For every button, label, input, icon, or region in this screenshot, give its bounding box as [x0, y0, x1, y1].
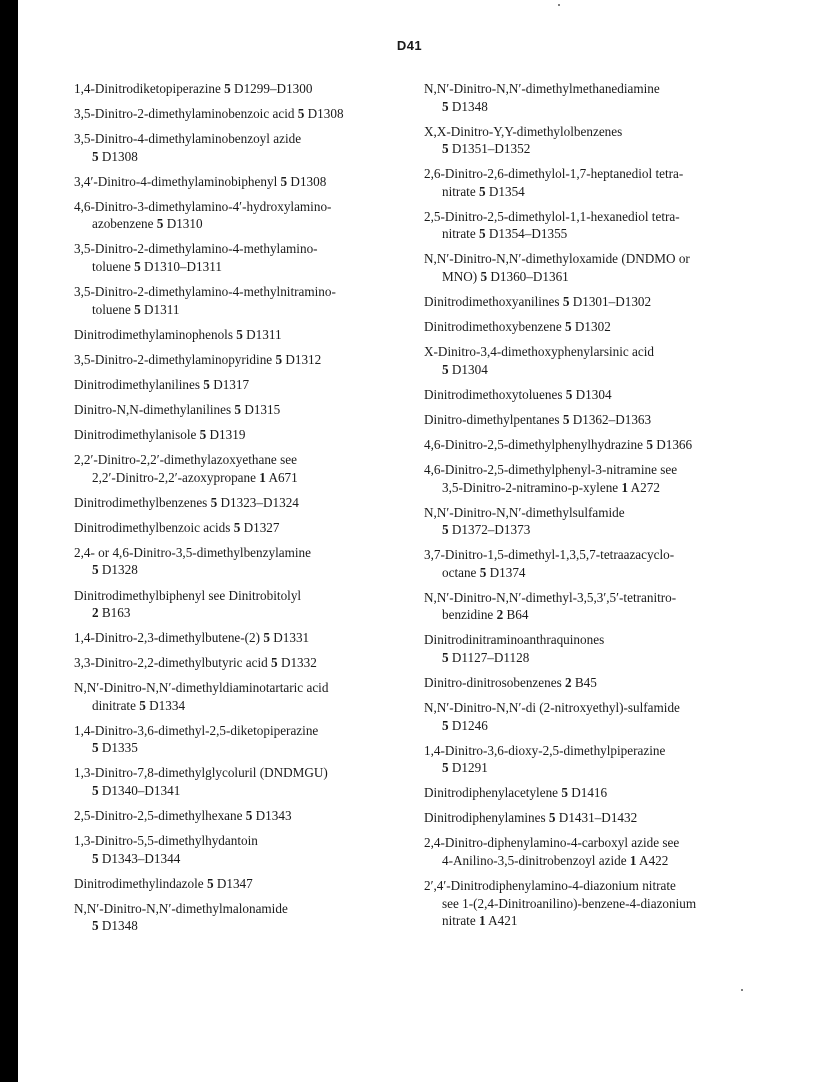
entry-term: 3,5-Dinitro-2-dimethylamino-4-methylnitramino- [74, 284, 336, 300]
page-reference: D1299–D1300 [234, 81, 313, 96]
entry-term: 1,3-Dinitro-7,8-dimethylglycoluril (DNDMGU) [74, 765, 328, 781]
page-reference: D1340–D1341 [101, 782, 181, 798]
entry-term: 1,4-Dinitro-3,6-dimethyl-2,5-diketopiperazine [74, 722, 319, 738]
entry-term: 1,4-Dinitrodiketopiperazine [74, 81, 221, 96]
volume-number: 1 [629, 852, 637, 868]
volume-number: 5 [210, 494, 218, 510]
entry-term: 3,7-Dinitro-1,5-dimethyl-1,3,5,7-tetraazacyclo- [424, 547, 675, 563]
volume-number: 5 [234, 401, 242, 417]
page-reference: D1302 [574, 319, 611, 335]
index-entry [424, 809, 754, 827]
index-entry [74, 544, 404, 579]
index-entry [424, 784, 754, 802]
entry-term: N,N′-Dinitro-N,N′-dimethyl-3,5,3′,5′-tetranitro- [424, 589, 677, 605]
index-entry [424, 436, 754, 454]
entry-term-continued: dinitrate [92, 697, 136, 713]
page-reference: D1308 [307, 106, 344, 122]
entry-term-continued: 2,2′-Dinitro-2,2′-azoxypropane [92, 469, 256, 485]
index-entry [424, 834, 754, 869]
page-reference: D1348 [451, 98, 488, 114]
page-reference: A272 [630, 479, 660, 495]
index-entry [74, 900, 404, 935]
index-entry [424, 250, 754, 285]
entry-term: Dinitrodiphenylacetylene [424, 785, 559, 801]
entry-term: 2,5-Dinitro-2,5-dimethylhexane [74, 808, 243, 824]
volume-number: 5 [442, 649, 449, 665]
page-reference: D1327 [243, 519, 280, 535]
entry-term: Dinitrodimethylbiphenyl see Dinitrobitolyl [74, 587, 302, 603]
scan-speck [741, 989, 743, 991]
page-reference: D1360–D1361 [490, 268, 569, 284]
index-entry [74, 494, 404, 512]
page-reference: D1304 [575, 386, 612, 402]
page-reference: D1317 [213, 376, 250, 392]
entry-term-continued: nitrate [442, 913, 476, 929]
entry-term: 2,2′-Dinitro-2,2′-dimethylazoxyethane see [74, 452, 297, 468]
page-reference: D1311 [246, 326, 282, 342]
entry-term: 2,5-Dinitro-2,5-dimethylol-1,1-hexanediol tetra- [424, 208, 680, 224]
entry-term: 1,4-Dinitro-2,3-dimethylbutene-(2) [74, 630, 261, 646]
volume-number: 5 [442, 98, 449, 114]
page-reference: D1127–D1128 [451, 649, 530, 665]
volume-number: 5 [92, 148, 99, 164]
entry-term: Dinitrodimethylbenzenes [74, 494, 208, 510]
index-entry [74, 519, 404, 537]
entry-term: N,N′-Dinitro-N,N′-dimethyloxamide (DNDMO or [424, 251, 690, 267]
volume-number: 5 [275, 351, 283, 367]
page-reference: B64 [506, 607, 529, 623]
entry-term-continued: nitrate [442, 226, 476, 242]
entry-term: 2,4- or 4,6-Dinitro-3,5-dimethylbenzylamine [74, 544, 311, 560]
index-entry [74, 240, 404, 275]
entry-term: Dinitrodimethoxybenzene [424, 319, 562, 335]
entry-term: 3,5-Dinitro-2-dimethylaminopyridine [74, 351, 273, 367]
index-entry [74, 173, 404, 191]
page-reference: D1310–D1311 [144, 258, 222, 274]
page-reference: D1308 [101, 148, 138, 164]
index-entry [424, 80, 754, 115]
volume-number: 5 [199, 427, 207, 443]
page-reference: D1416 [571, 785, 608, 801]
volume-number: 5 [478, 183, 486, 199]
index-entry [74, 426, 404, 444]
volume-number: 5 [280, 173, 288, 189]
index-entry [424, 386, 754, 404]
entry-term-continued: toluene [92, 301, 131, 317]
volume-number: 5 [442, 760, 449, 776]
page-reference: D1354–D1355 [488, 226, 568, 242]
entry-term-continued: octane [442, 564, 477, 580]
scan-edge-bar [0, 0, 18, 1082]
page-reference: D1246 [451, 717, 488, 733]
index-entry [424, 293, 754, 311]
page-reference: D1315 [244, 401, 281, 417]
volume-number: 5 [646, 436, 653, 452]
entry-term: 4,6-Dinitro-2,5-dimethylphenyl-3-nitramine see [424, 462, 678, 478]
index-entry [424, 877, 754, 930]
volume-number: 5 [561, 785, 568, 801]
entry-term: Dinitro-dinitrosobenzenes [424, 675, 562, 690]
entry-term: Dinitro-dimethylpentanes [424, 411, 560, 427]
entry-term: 1,4-Dinitro-3,6-dioxy-2,5-dimethylpiperazine [424, 742, 666, 758]
index-entry [424, 123, 754, 158]
volume-number: 2 [496, 607, 504, 623]
volume-number: 5 [565, 319, 572, 335]
entry-term: Dinitrodimethoxytoluenes [424, 386, 563, 402]
page-reference: D1328 [101, 562, 138, 578]
index-entry [74, 198, 404, 233]
index-entry [74, 654, 404, 672]
page-reference: B163 [101, 605, 131, 620]
index-entry [424, 504, 754, 539]
page-reference: D1374 [489, 564, 526, 580]
index-entry [74, 451, 404, 486]
entry-term: N,N′-Dinitro-N,N′-dimethylsulfamide [424, 504, 625, 520]
entry-term-continued: toluene [92, 258, 131, 274]
volume-number: 5 [236, 326, 243, 342]
volume-number: 5 [442, 141, 449, 157]
volume-number: 5 [562, 293, 570, 309]
page-reference: D1312 [285, 351, 322, 367]
volume-number: 5 [139, 697, 146, 713]
index-entry [424, 343, 754, 378]
entry-term-continued: 4-Anilino-3,5-dinitrobenzoyl azide [442, 852, 627, 868]
index-entry [424, 165, 754, 200]
entry-term: 4,6-Dinitro-2,5-dimethylphenylhydrazine [424, 436, 644, 452]
volume-number: 5 [134, 301, 141, 317]
volume-number: 1 [478, 913, 486, 929]
volume-number: 5 [442, 717, 449, 733]
page-reference: D1335 [101, 740, 138, 756]
page-reference: D1343 [255, 808, 292, 824]
page-reference: D1323–D1324 [220, 494, 299, 510]
page-reference: A671 [268, 469, 298, 485]
entry-term: X-Dinitro-3,4-dimethoxyphenylarsinic acid [424, 344, 654, 360]
entry-term: N,N′-Dinitro-N,N′-di (2-nitroxyethyl)-sulfamide [424, 700, 680, 716]
volume-number: 5 [92, 562, 99, 578]
page-reference: A422 [639, 852, 669, 868]
page-reference: B45 [574, 675, 597, 690]
entry-term: N,N′-Dinitro-N,N′-dimethylmethanediamine [424, 81, 660, 96]
entry-term: 3,5-Dinitro-2-dimethylamino-4-methylamino- [74, 241, 318, 257]
entry-term: 3,3-Dinitro-2,2-dimethylbutyric acid [74, 655, 268, 671]
entry-term: Dinitrodimethylbenzoic acids [74, 519, 231, 535]
index-entry [424, 699, 754, 734]
volume-number: 5 [480, 268, 488, 284]
volume-number: 5 [233, 519, 241, 535]
index-entry [74, 807, 404, 825]
entry-term: Dinitrodinitraminoanthraquinones [424, 632, 605, 648]
entry-term: Dinitrodiphenylamines [424, 810, 546, 826]
page-reference: D1372–D1373 [451, 522, 531, 538]
index-entry [424, 674, 754, 692]
index-entry [424, 411, 754, 429]
entry-term-continued: see 1-(2,4-Dinitroanilino)-benzene-4-diazonium [442, 895, 697, 911]
index-entry [74, 376, 404, 394]
entry-term: 4,6-Dinitro-3-dimethylamino-4′-hydroxylamino- [74, 198, 332, 214]
entry-term-continued: 3,5-Dinitro-2-nitramino-p-xylene [442, 479, 619, 495]
entry-term: 2′,4′-Dinitrodiphenylamino-4-diazonium nitrate [424, 878, 676, 894]
index-entry [74, 105, 404, 123]
index-entry [74, 80, 404, 98]
volume-number: 1 [621, 479, 629, 495]
page-header: D41 [396, 38, 423, 53]
volume-number: 5 [442, 361, 449, 377]
index-entry [424, 318, 754, 336]
volume-number: 2 [565, 675, 572, 690]
entry-term: 3,5-Dinitro-4-dimethylaminobenzoyl azide [74, 131, 302, 147]
entry-term: Dinitrodimethylanilines [74, 376, 200, 392]
volume-number: 5 [92, 740, 99, 756]
scan-speck [558, 4, 560, 6]
volume-number: 5 [271, 655, 278, 671]
index-entry [74, 587, 404, 622]
right-column [424, 80, 754, 937]
index-entry [74, 722, 404, 757]
volume-number: 5 [92, 782, 99, 798]
index-entry [74, 351, 404, 369]
page-reference: D1301–D1302 [572, 293, 652, 309]
entry-term: Dinitrodimethylanisole [74, 427, 197, 443]
volume-number: 5 [224, 81, 231, 96]
entry-term: N,N′-Dinitro-N,N′-dimethyldiaminotartaric acid [74, 680, 329, 696]
volume-number: 5 [134, 258, 141, 274]
entry-term: 1,3-Dinitro-5,5-dimethylhydantoin [74, 833, 258, 849]
entry-term: 3,5-Dinitro-2-dimethylaminobenzoic acid [74, 106, 295, 122]
index-entry [74, 130, 404, 165]
entry-term: Dinitrodimethylindazole [74, 875, 204, 891]
volume-number: 5 [206, 875, 214, 891]
index-entry [74, 326, 404, 344]
page-reference: D1310 [166, 216, 203, 232]
index-entry [424, 631, 754, 666]
entry-term: 2,4-Dinitro-diphenylamino-4-carboxyl azide see [424, 835, 680, 851]
volume-number: 5 [263, 630, 270, 646]
index-entry [424, 208, 754, 243]
index-entry [74, 764, 404, 799]
entry-term: Dinitrodimethylaminophenols [74, 326, 233, 342]
entry-term: N,N′-Dinitro-N,N′-dimethylmalonamide [74, 900, 288, 916]
page-reference: D1348 [101, 918, 138, 934]
index-entry [424, 546, 754, 581]
entry-term: X,X-Dinitro-Y,Y-dimethylolbenzenes [424, 123, 623, 139]
index-entry [74, 875, 404, 893]
volume-number: 5 [562, 411, 570, 427]
index-entry [74, 401, 404, 419]
page-reference: D1334 [149, 697, 186, 713]
page-reference: D1331 [273, 630, 310, 646]
volume-number: 5 [479, 564, 487, 580]
page-reference: A421 [488, 913, 518, 929]
page-reference: D1351–D1352 [451, 141, 531, 157]
entry-term: 2,6-Dinitro-2,6-dimethylol-1,7-heptanediol tetra- [424, 166, 684, 182]
left-column [74, 80, 404, 942]
entry-term: Dinitro-N,N-dimethylanilines [74, 401, 232, 417]
page-reference: D1362–D1363 [572, 411, 652, 427]
index-entry [424, 461, 754, 496]
entry-term-continued: nitrate [442, 183, 476, 199]
page-reference: D1347 [216, 875, 253, 891]
volume-number: 5 [203, 376, 210, 392]
entry-term-continued: azobenzene [92, 216, 154, 232]
entry-term-continued: benzidine [442, 607, 494, 623]
page-reference: D1308 [290, 173, 327, 189]
volume-number: 5 [92, 850, 99, 866]
entry-term: 3,4′-Dinitro-4-dimethylaminobiphenyl [74, 173, 278, 189]
index-entry [74, 629, 404, 647]
page-reference: D1431–D1432 [558, 810, 638, 826]
volume-number: 5 [92, 918, 99, 934]
entry-term: Dinitrodimethoxyanilines [424, 293, 560, 309]
volume-number: 1 [259, 469, 266, 485]
page-reference: D1311 [144, 301, 180, 317]
volume-number: 5 [565, 386, 573, 402]
volume-number: 5 [442, 522, 449, 538]
page-reference: D1332 [280, 655, 317, 671]
volume-number: 5 [478, 226, 486, 242]
index-entry [424, 589, 754, 624]
index-entry [74, 832, 404, 867]
page-reference: D1354 [488, 183, 525, 199]
index-entry [74, 283, 404, 318]
page-reference: D1291 [451, 760, 488, 776]
volume-number: 5 [548, 810, 556, 826]
page-reference: D1366 [656, 436, 693, 452]
page-reference: D1304 [451, 361, 488, 377]
entry-term-continued: MNO) [442, 268, 478, 284]
index-entry [74, 679, 404, 714]
page-reference: D1343–D1344 [101, 850, 181, 866]
index-entry [424, 742, 754, 777]
volume-number: 5 [156, 216, 164, 232]
page-reference: D1319 [209, 427, 246, 443]
volume-number: 5 [297, 106, 305, 122]
volume-number: 2 [92, 605, 99, 620]
volume-number: 5 [245, 808, 253, 824]
